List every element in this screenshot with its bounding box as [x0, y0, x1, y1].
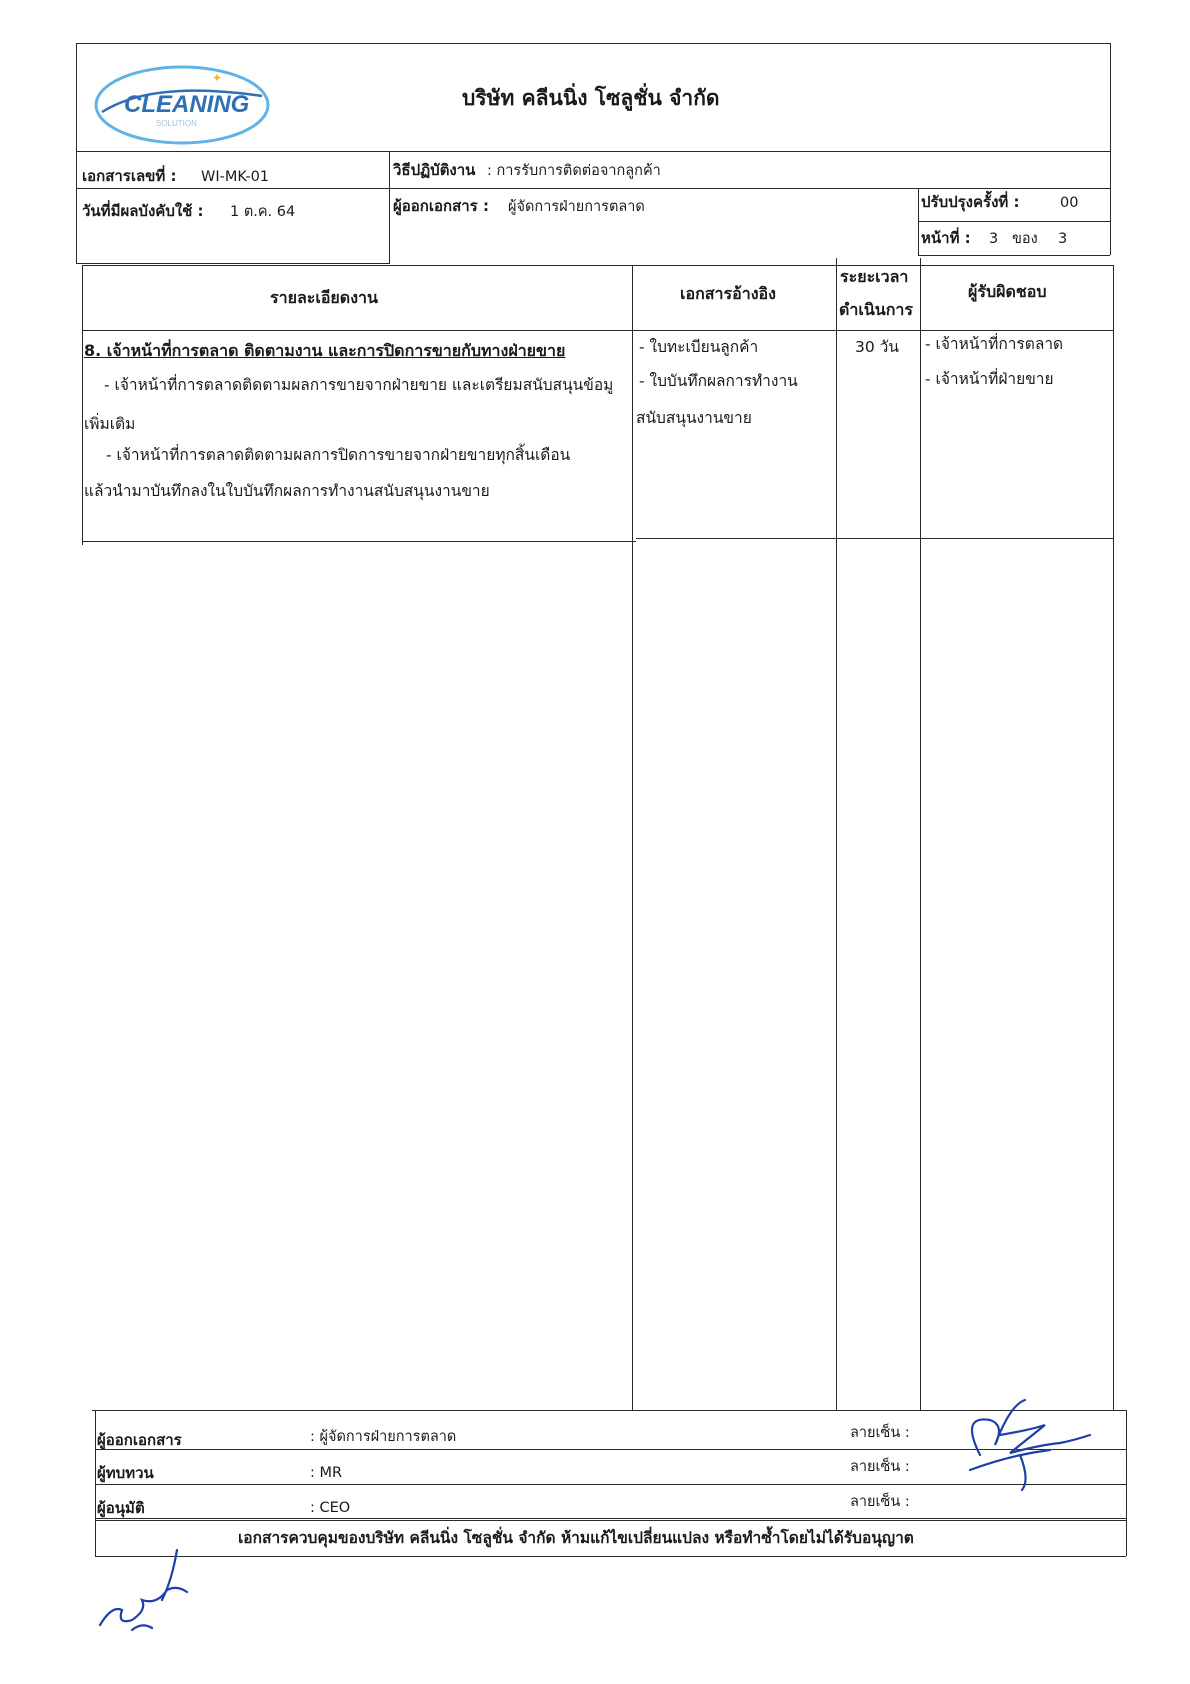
approval-sign-label-2: ลายเซ็น : [850, 1459, 910, 1475]
company-name: บริษัท คลีนนิ่ง โซลูชั่น จำกัด [462, 86, 720, 110]
issuer-value: ผู้จัดการฝ่ายการตลาด [508, 199, 645, 215]
header-duration-2: ดำเนินการ [839, 300, 913, 319]
task-detail-1a: - เจ้าหน้าที่การตลาดติดตามผลการขายจากฝ่ายขาย และเตรียมสนับสนุนข้อมู [104, 376, 614, 394]
task-detail-2a: - เจ้าหน้าที่การตลาดติดตามผลการปิดการขายจากฝ่ายขายทุกสิ้นเดือน [106, 446, 571, 464]
approval-name-2: : MR [310, 1465, 343, 1481]
reference-2b: สนับสนุนงานขาย [636, 409, 752, 427]
svg-text:✦: ✦ [212, 71, 223, 85]
task-detail-1b: เพิ่มเติม [84, 415, 136, 433]
task-title: 8. เจ้าหน้าที่การตลาด ติดตามงาน และการปิดการขายกับทางฝ่ายขาย [84, 341, 566, 360]
logo-sub: SOLUTION [156, 119, 197, 128]
header-details: รายละเอียดงาน [270, 288, 378, 307]
task-detail-2b: แล้วนำมาบันทึกลงในใบบันทึกผลการทำงานสนับสนุนงานขาย [84, 482, 490, 500]
reference-2a: - ใบบันทึกผลการทำงาน [639, 372, 798, 390]
page-of: ของ [1012, 231, 1038, 247]
logo-word: CLEANING [124, 91, 250, 118]
page-total: 3 [1058, 231, 1068, 247]
issuer-label: ผู้ออกเอกสาร : [393, 197, 489, 215]
approval-role-3: ผู้อนุมัติ [97, 1499, 145, 1517]
doc-no-value: WI-MK-01 [201, 169, 270, 185]
effective-value: 1 ต.ค. 64 [230, 204, 296, 220]
reference-1: - ใบทะเบียนลูกค้า [639, 338, 759, 356]
page-value: 3 [989, 231, 999, 247]
responsible-2: - เจ้าหน้าที่ฝ่ายขาย [925, 370, 1054, 388]
revision-label: ปรับปรุงครั้งที่ : [921, 193, 1020, 211]
procedure-value: : การรับการติดต่อจากลูกค้า [487, 163, 661, 179]
revision-value: 00 [1060, 195, 1079, 211]
approval-role-1: ผู้ออกเอกสาร [97, 1431, 182, 1449]
approval-role-2: ผู้ทบทวน [97, 1464, 154, 1482]
doc-no-label: เอกสารเลขที่ : [82, 167, 177, 185]
procedure-label: วิธีปฏิบัติงาน [393, 161, 476, 179]
company-logo [92, 60, 274, 150]
footer-note: เอกสารควบคุมของบริษัท คลีนนิ่ง โซลูชั่น จำกัด ห้ามแก้ไขเปลี่ยนแปลง หรือทำซ้ำโดยไม่ได้รับอนุญาต [238, 1529, 914, 1547]
header-responsible: ผู้รับผิดชอบ [968, 282, 1047, 301]
signature-mark [950, 1385, 1100, 1495]
effective-label: วันที่มีผลบังคับใช้ : [82, 202, 204, 220]
responsible-1: - เจ้าหน้าที่การตลาด [925, 335, 1064, 353]
approval-sign-label-3: ลายเซ็น : [850, 1494, 910, 1510]
initials-mark [92, 1530, 202, 1640]
header-duration-1: ระยะเวลา [840, 267, 909, 286]
approval-sign-label-1: ลายเซ็น : [850, 1425, 910, 1441]
page-label: หน้าที่ : [921, 229, 971, 247]
duration-value: 30 วัน [855, 338, 899, 356]
header-reference: เอกสารอ้างอิง [680, 284, 776, 303]
approval-name-1: : ผู้จัดการฝ่ายการตลาด [310, 1429, 457, 1445]
approval-name-3: : CEO [310, 1500, 351, 1516]
